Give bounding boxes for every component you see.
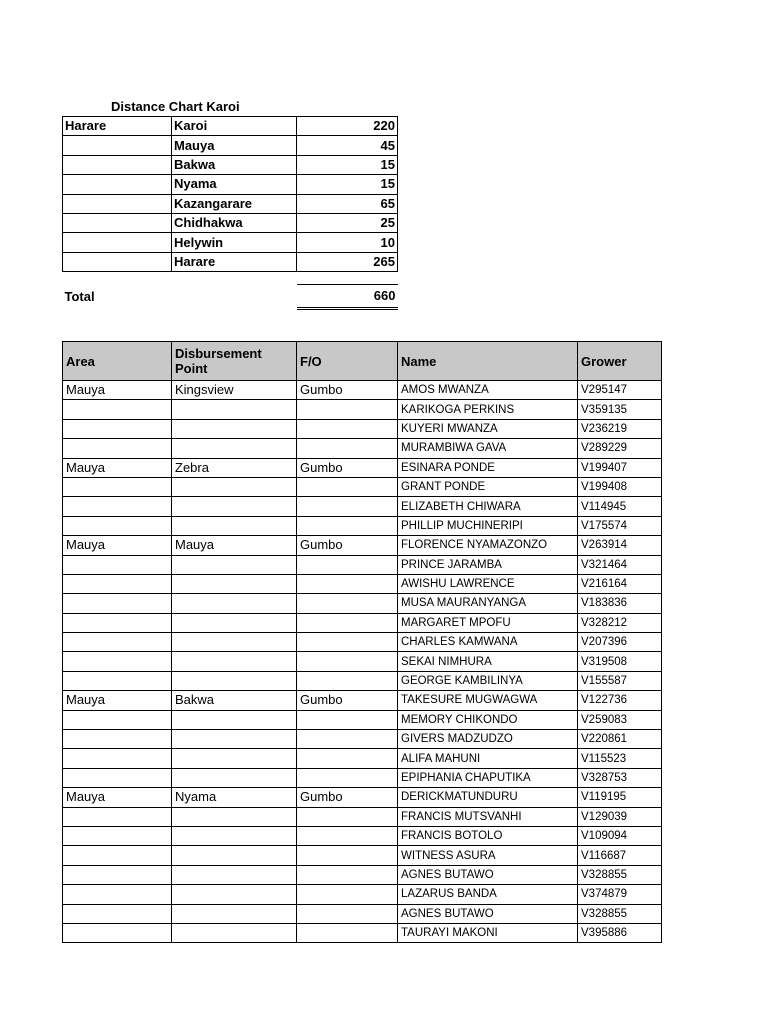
cell-fo [297, 574, 398, 593]
cell-grower: V295147 [578, 381, 662, 400]
cell-grower: V220861 [578, 730, 662, 749]
cell-name: MEMORY CHIKONDO [398, 710, 578, 729]
cell-name: GEORGE KAMBILINYA [398, 671, 578, 690]
distance-row [63, 213, 398, 232]
distance-to: Nyama [172, 175, 297, 194]
grower-table-header [63, 342, 662, 381]
table-row [63, 749, 662, 768]
cell-name: GRANT PONDE [398, 477, 578, 496]
cell-grower: V114945 [578, 497, 662, 516]
cell-name: FLORENCE NYAMAZONZO [398, 536, 578, 555]
cell-name: TAKESURE MUGWAGWA [398, 691, 578, 710]
table-row [63, 788, 662, 807]
cell-disbursement-point [172, 400, 297, 419]
cell-disbursement-point [172, 749, 297, 768]
distance-row [63, 136, 398, 155]
cell-grower: V175574 [578, 516, 662, 535]
cell-grower: V321464 [578, 555, 662, 574]
cell-name: EPIPHANIA CHAPUTIKA [398, 768, 578, 787]
cell-fo: Gumbo [297, 691, 398, 710]
cell-grower: V395886 [578, 923, 662, 942]
cell-grower: V328753 [578, 768, 662, 787]
cell-name: KARIKOGA PERKINS [398, 400, 578, 419]
cell-disbursement-point [172, 419, 297, 438]
cell-name: MURAMBIWA GAVA [398, 439, 578, 458]
distance-row [63, 252, 398, 271]
cell-area [63, 497, 172, 516]
cell-area: Mauya [63, 691, 172, 710]
distance-row [63, 233, 398, 252]
cell-fo: Gumbo [297, 458, 398, 477]
cell-area [63, 671, 172, 690]
cell-area [63, 826, 172, 845]
cell-name: MUSA MAURANYANGA [398, 594, 578, 613]
cell-fo [297, 865, 398, 884]
cell-name: PHILLIP MUCHINERIPI [398, 516, 578, 535]
cell-grower: V129039 [578, 807, 662, 826]
table-row [63, 923, 662, 942]
cell-disbursement-point [172, 574, 297, 593]
distance-to: Harare [172, 252, 297, 271]
cell-grower: V259083 [578, 710, 662, 729]
distance-row [63, 155, 398, 174]
table-row [63, 768, 662, 787]
distance-from [63, 252, 172, 271]
table-row [63, 613, 662, 632]
cell-disbursement-point [172, 846, 297, 865]
cell-grower: V109094 [578, 826, 662, 845]
distance-from [63, 233, 172, 252]
distance-from [63, 136, 172, 155]
cell-fo [297, 671, 398, 690]
cell-fo [297, 710, 398, 729]
cell-area [63, 400, 172, 419]
cell-grower: V328212 [578, 613, 662, 632]
cell-name: CHARLES KAMWANA [398, 633, 578, 652]
cell-grower: V116687 [578, 846, 662, 865]
cell-disbursement-point [172, 768, 297, 787]
distance-row [63, 117, 398, 136]
cell-fo [297, 419, 398, 438]
cell-name: KUYERI MWANZA [398, 419, 578, 438]
cell-name: GIVERS MADZUDZO [398, 730, 578, 749]
cell-area [63, 516, 172, 535]
cell-area [63, 594, 172, 613]
table-row [63, 400, 662, 419]
cell-disbursement-point [172, 710, 297, 729]
cell-name: AGNES BUTAWO [398, 865, 578, 884]
distance-km: 10 [297, 233, 398, 252]
cell-grower: V328855 [578, 865, 662, 884]
cell-fo [297, 768, 398, 787]
header-name: Name [398, 342, 578, 381]
cell-area [63, 846, 172, 865]
cell-disbursement-point [172, 923, 297, 942]
cell-area [63, 419, 172, 438]
cell-name: ELIZABETH CHIWARA [398, 497, 578, 516]
table-row [63, 730, 662, 749]
table-row [63, 885, 662, 904]
cell-fo [297, 633, 398, 652]
cell-disbursement-point [172, 439, 297, 458]
table-row [63, 439, 662, 458]
table-row [63, 497, 662, 516]
distance-to: Karoi [172, 117, 297, 136]
distance-chart-table [62, 116, 398, 310]
cell-name: ALIFA MAHUNI [398, 749, 578, 768]
distance-to: Chidhakwa [172, 213, 297, 232]
distance-from [63, 213, 172, 232]
cell-fo [297, 749, 398, 768]
cell-fo [297, 477, 398, 496]
cell-name: DERICKMATUNDURU [398, 788, 578, 807]
cell-area [63, 923, 172, 942]
table-row [63, 710, 662, 729]
cell-name: SEKAI NIMHURA [398, 652, 578, 671]
cell-name: FRANCIS MUTSVANHI [398, 807, 578, 826]
cell-fo [297, 439, 398, 458]
cell-grower: V263914 [578, 536, 662, 555]
distance-to: Mauya [172, 136, 297, 155]
distance-km: 65 [297, 194, 398, 213]
cell-area [63, 865, 172, 884]
cell-fo [297, 497, 398, 516]
table-row [63, 671, 662, 690]
cell-fo: Gumbo [297, 381, 398, 400]
cell-grower: V328855 [578, 904, 662, 923]
cell-area [63, 613, 172, 632]
distance-chart-title: Distance Chart Karoi [111, 99, 240, 114]
table-row [63, 458, 662, 477]
cell-grower: V115523 [578, 749, 662, 768]
table-row [63, 633, 662, 652]
cell-fo [297, 923, 398, 942]
table-row [63, 594, 662, 613]
cell-fo [297, 555, 398, 574]
cell-disbursement-point [172, 633, 297, 652]
table-row [63, 807, 662, 826]
header-disbursement-point: Disbursement Point [172, 342, 297, 381]
cell-disbursement-point [172, 904, 297, 923]
distance-km: 15 [297, 155, 398, 174]
distance-row [63, 175, 398, 194]
table-row [63, 419, 662, 438]
cell-name: WITNESS ASURA [398, 846, 578, 865]
distance-to: Bakwa [172, 155, 297, 174]
cell-area [63, 749, 172, 768]
spacer-row [63, 272, 398, 285]
table-row [63, 846, 662, 865]
distance-to: Helywin [172, 233, 297, 252]
cell-fo [297, 826, 398, 845]
cell-area [63, 555, 172, 574]
cell-grower: V199407 [578, 458, 662, 477]
cell-name: AGNES BUTAWO [398, 904, 578, 923]
cell-area [63, 633, 172, 652]
cell-fo: Gumbo [297, 536, 398, 555]
cell-disbursement-point [172, 613, 297, 632]
table-row [63, 652, 662, 671]
cell-disbursement-point [172, 555, 297, 574]
cell-area [63, 652, 172, 671]
cell-area [63, 477, 172, 496]
distance-to: Kazangarare [172, 194, 297, 213]
distance-km: 25 [297, 213, 398, 232]
distance-row [63, 194, 398, 213]
distance-km: 220 [297, 117, 398, 136]
cell-area: Mauya [63, 458, 172, 477]
cell-disbursement-point [172, 730, 297, 749]
total-label: Total [64, 288, 95, 304]
cell-fo [297, 400, 398, 419]
cell-grower: V155587 [578, 671, 662, 690]
table-row [63, 826, 662, 845]
cell-disbursement-point [172, 671, 297, 690]
table-row [63, 865, 662, 884]
cell-name: AMOS MWANZA [398, 381, 578, 400]
cell-grower: V236219 [578, 419, 662, 438]
cell-disbursement-point [172, 652, 297, 671]
cell-area: Mauya [63, 536, 172, 555]
cell-name: AWISHU LAWRENCE [398, 574, 578, 593]
total-row [63, 285, 398, 309]
cell-disbursement-point [172, 807, 297, 826]
cell-name: FRANCIS BOTOLO [398, 826, 578, 845]
cell-disbursement-point [172, 594, 297, 613]
table-row [63, 691, 662, 710]
cell-disbursement-point [172, 865, 297, 884]
cell-fo [297, 613, 398, 632]
cell-fo [297, 730, 398, 749]
header-fo: F/O [297, 342, 398, 381]
cell-area [63, 807, 172, 826]
cell-fo: Gumbo [297, 788, 398, 807]
cell-grower: V359135 [578, 400, 662, 419]
cell-area [63, 885, 172, 904]
cell-disbursement-point: Kingsview [172, 381, 297, 400]
header-grower: Grower [578, 342, 662, 381]
cell-disbursement-point: Bakwa [172, 691, 297, 710]
table-row [63, 477, 662, 496]
cell-fo [297, 516, 398, 535]
cell-area [63, 730, 172, 749]
grower-table [62, 341, 662, 943]
cell-name: ESINARA PONDE [398, 458, 578, 477]
cell-area: Mauya [63, 381, 172, 400]
table-row [63, 555, 662, 574]
total-value: 660 [297, 285, 398, 309]
distance-km: 45 [297, 136, 398, 155]
cell-fo [297, 885, 398, 904]
distance-km: 265 [297, 252, 398, 271]
cell-grower: V374879 [578, 885, 662, 904]
cell-disbursement-point: Mauya [172, 536, 297, 555]
cell-disbursement-point [172, 885, 297, 904]
table-row [63, 516, 662, 535]
table-row [63, 574, 662, 593]
cell-disbursement-point [172, 516, 297, 535]
cell-fo [297, 807, 398, 826]
cell-area [63, 574, 172, 593]
table-row [63, 381, 662, 400]
cell-grower: V122736 [578, 691, 662, 710]
cell-fo [297, 594, 398, 613]
table-row [63, 536, 662, 555]
cell-disbursement-point [172, 497, 297, 516]
cell-name: LAZARUS BANDA [398, 885, 578, 904]
distance-from [63, 175, 172, 194]
cell-grower: V319508 [578, 652, 662, 671]
cell-disbursement-point [172, 826, 297, 845]
table-row [63, 904, 662, 923]
cell-grower: V183836 [578, 594, 662, 613]
cell-area: Mauya [63, 788, 172, 807]
cell-disbursement-point: Nyama [172, 788, 297, 807]
cell-name: PRINCE JARAMBA [398, 555, 578, 574]
cell-disbursement-point: Zebra [172, 458, 297, 477]
cell-area [63, 904, 172, 923]
cell-fo [297, 904, 398, 923]
cell-grower: V199408 [578, 477, 662, 496]
cell-fo [297, 846, 398, 865]
cell-area [63, 710, 172, 729]
cell-fo [297, 652, 398, 671]
cell-grower: V289229 [578, 439, 662, 458]
cell-name: MARGARET MPOFU [398, 613, 578, 632]
cell-area [63, 439, 172, 458]
cell-area [63, 768, 172, 787]
cell-name: TAURAYI MAKONI [398, 923, 578, 942]
cell-disbursement-point [172, 477, 297, 496]
distance-km: 15 [297, 175, 398, 194]
cell-grower: V119195 [578, 788, 662, 807]
distance-from [63, 155, 172, 174]
distance-from: Harare [63, 117, 172, 136]
header-area: Area [63, 342, 172, 381]
cell-grower: V207396 [578, 633, 662, 652]
distance-from [63, 194, 172, 213]
cell-grower: V216164 [578, 574, 662, 593]
